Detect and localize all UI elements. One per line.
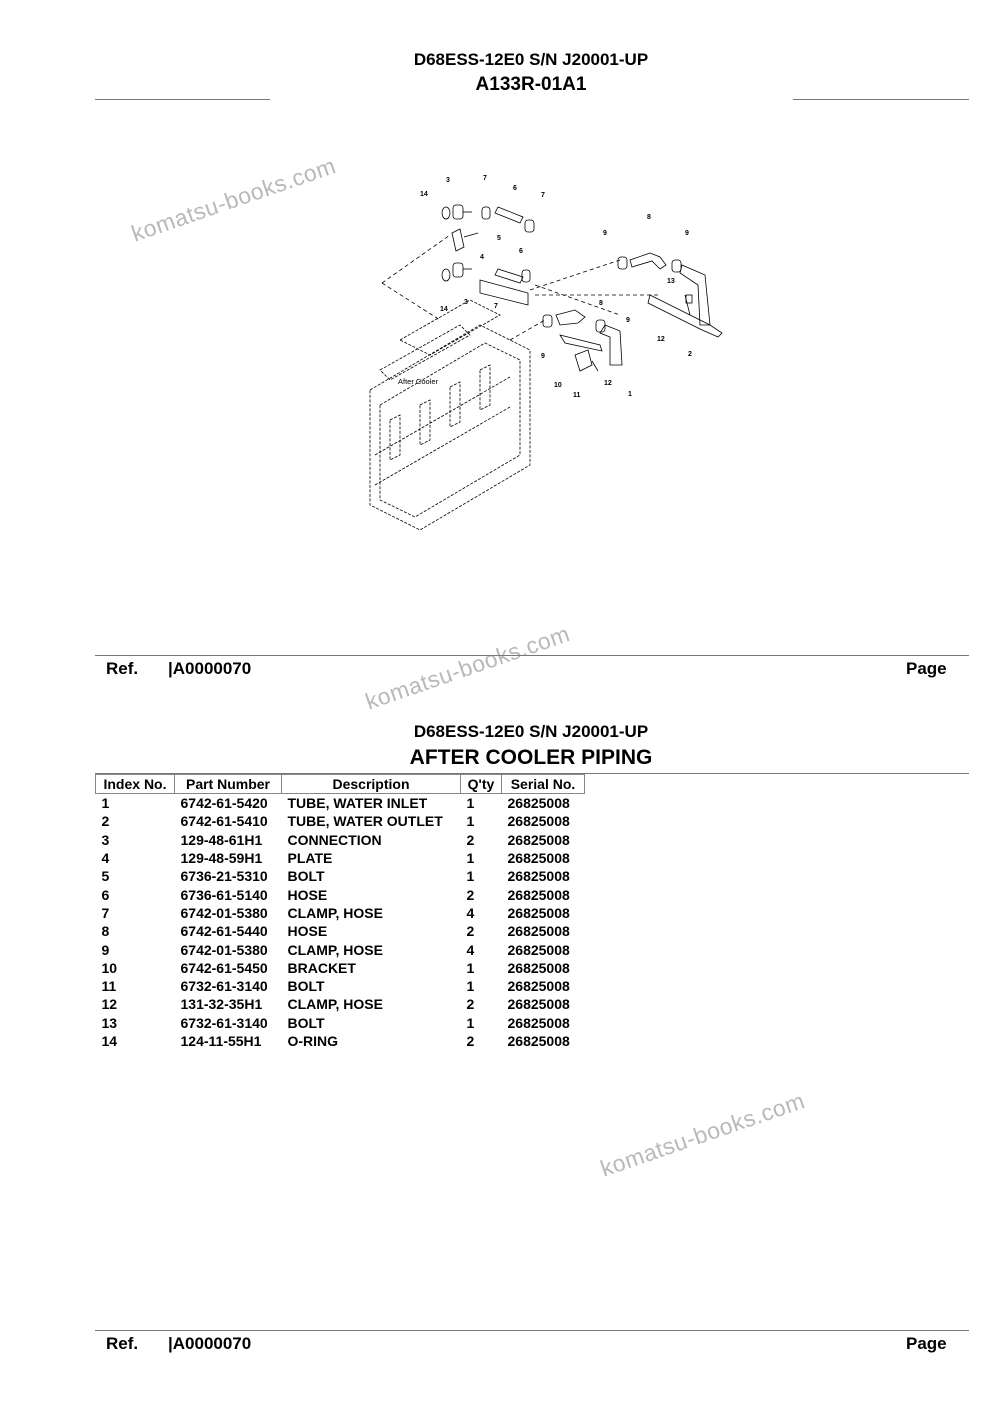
cell-description: HOSE xyxy=(287,886,328,903)
lower-connection xyxy=(442,263,530,305)
cell-part-number: 6742-61-5420 xyxy=(180,795,268,812)
water-outlet-tube xyxy=(648,295,722,337)
callout-8: 8 xyxy=(599,300,603,307)
table-row xyxy=(96,904,585,922)
callout-14: 14 xyxy=(440,306,448,313)
callout-9: 9 xyxy=(541,353,545,360)
cell-qty: 1 xyxy=(466,959,475,976)
cell-part-number: 6736-61-5140 xyxy=(180,886,268,903)
col-index: Index No. xyxy=(96,775,175,794)
cell-qty: 4 xyxy=(466,941,475,958)
ref-label: Ref. xyxy=(106,1334,139,1353)
cell-serial: 26825008 xyxy=(507,923,570,940)
col-description: Description xyxy=(282,775,461,794)
table-row xyxy=(96,885,585,903)
table-row xyxy=(96,922,585,940)
cell-qty: 2 xyxy=(466,886,475,903)
watermark: komatsu-books.com xyxy=(128,152,340,247)
cell-part-number: 129-48-61H1 xyxy=(180,831,263,848)
ref-label: Ref. xyxy=(106,659,139,678)
col-part-number: Part Number xyxy=(175,775,282,794)
parts-rows xyxy=(96,794,585,1051)
cell-part-number: 6742-61-5440 xyxy=(180,923,268,940)
cell-description: BOLT xyxy=(287,868,325,885)
callout-3: 3 xyxy=(464,299,468,306)
cell-serial: 26825008 xyxy=(507,886,570,903)
callout-9: 9 xyxy=(626,317,630,324)
callout-11: 11 xyxy=(573,392,581,399)
footer-rule xyxy=(95,655,969,656)
water-inlet-tube xyxy=(543,310,622,371)
cell-serial: 26825008 xyxy=(507,868,570,885)
plate xyxy=(452,229,478,251)
cell-index: 10 xyxy=(101,959,118,976)
parts-table xyxy=(95,774,585,1050)
cell-description: BOLT xyxy=(287,978,325,995)
upper-hose xyxy=(618,253,710,325)
cell-index: 2 xyxy=(101,813,110,830)
cell-part-number: 6742-01-5380 xyxy=(180,941,268,958)
cell-qty: 4 xyxy=(466,904,475,921)
cell-index: 12 xyxy=(101,996,118,1013)
callout-1: 1 xyxy=(628,391,632,398)
cell-description: O-RING xyxy=(287,1033,339,1049)
table-row xyxy=(96,849,585,867)
callout-6: 6 xyxy=(519,248,523,255)
cell-serial: 26825008 xyxy=(507,959,570,976)
ref-code: |A0000070 xyxy=(168,659,252,678)
callout-14: 14 xyxy=(420,191,428,198)
cell-index: 11 xyxy=(101,978,117,995)
cell-serial: 26825008 xyxy=(507,831,570,848)
cell-description: CLAMP, HOSE xyxy=(287,904,383,921)
watermark: komatsu-books.com xyxy=(362,620,574,715)
callout-12: 12 xyxy=(604,380,612,387)
callout-8: 8 xyxy=(647,214,651,221)
cell-qty: 2 xyxy=(466,1033,475,1049)
callout-4: 4 xyxy=(480,254,484,261)
exploded-parts-diagram xyxy=(360,165,740,565)
cell-qty: 1 xyxy=(466,978,475,995)
engine-block xyxy=(370,300,530,530)
model-heading: D68ESS-12E0 S/N J20001-UP xyxy=(413,50,649,69)
callout-labels xyxy=(398,175,692,399)
cell-description: TUBE, WATER OUTLET xyxy=(287,813,443,830)
cell-serial: 26825008 xyxy=(507,795,570,812)
header-rule xyxy=(793,99,969,100)
cell-part-number: 129-48-59H1 xyxy=(180,850,263,867)
cell-serial: 26825008 xyxy=(507,1033,570,1049)
callout-2: 2 xyxy=(688,351,692,358)
table-row xyxy=(96,831,585,849)
cell-description: HOSE xyxy=(287,923,328,940)
cell-serial: 26825008 xyxy=(507,813,570,830)
cell-qty: 1 xyxy=(466,1014,475,1031)
table-row xyxy=(96,794,585,813)
cell-index: 7 xyxy=(101,904,110,921)
cell-qty: 1 xyxy=(466,850,475,867)
footer-rule xyxy=(95,1330,969,1331)
table-row xyxy=(96,1014,585,1032)
cell-index: 14 xyxy=(101,1033,118,1049)
cell-index: 4 xyxy=(101,850,110,867)
cell-index: 6 xyxy=(101,886,110,903)
cell-index: 8 xyxy=(101,923,110,940)
cell-qty: 1 xyxy=(466,795,475,812)
cell-index: 1 xyxy=(101,795,110,812)
cell-index: 9 xyxy=(101,941,110,958)
watermark: komatsu-books.com xyxy=(597,1087,809,1182)
cell-description: TUBE, WATER INLET xyxy=(287,795,428,812)
cell-part-number: 131-32-35H1 xyxy=(180,996,263,1013)
table-row xyxy=(96,959,585,977)
cell-qty: 2 xyxy=(466,831,475,848)
callout-9: 9 xyxy=(685,230,689,237)
table-row xyxy=(96,867,585,885)
cell-description: CONNECTION xyxy=(287,831,382,848)
table-row xyxy=(96,940,585,958)
cell-index: 13 xyxy=(101,1014,118,1031)
callout-7: 7 xyxy=(541,192,545,199)
callout-3: 3 xyxy=(446,177,450,184)
cell-part-number: 6732-61-3140 xyxy=(180,978,268,995)
table-row xyxy=(96,995,585,1013)
cell-index: 3 xyxy=(101,831,110,848)
cell-description: CLAMP, HOSE xyxy=(287,941,383,958)
cell-part-number: 6742-61-5410 xyxy=(180,813,268,830)
callout-13: 13 xyxy=(667,278,675,285)
header-rule xyxy=(95,99,270,100)
cell-serial: 26825008 xyxy=(507,904,570,921)
engine-label: After Cooler xyxy=(398,377,439,386)
cell-qty: 2 xyxy=(466,923,475,940)
callout-5: 5 xyxy=(497,235,501,242)
table-row xyxy=(96,1032,585,1050)
col-qty: Q'ty xyxy=(461,775,502,794)
ref-code: |A0000070 xyxy=(168,1334,252,1353)
cell-part-number: 6732-61-3140 xyxy=(180,1014,268,1031)
table-row xyxy=(96,977,585,995)
cell-description: CLAMP, HOSE xyxy=(287,996,383,1013)
table-header-row xyxy=(96,775,585,794)
cell-qty: 1 xyxy=(466,813,475,830)
parts-title: AFTER COOLER PIPING xyxy=(409,746,653,769)
cell-part-number: 124-11-55H1 xyxy=(180,1033,262,1049)
cell-description: PLATE xyxy=(287,850,333,867)
cell-description: BOLT xyxy=(287,1014,325,1031)
cell-part-number: 6742-61-5450 xyxy=(180,959,268,976)
cell-qty: 2 xyxy=(466,996,475,1013)
callout-12: 12 xyxy=(657,336,665,343)
col-serial: Serial No. xyxy=(502,775,585,794)
cell-qty: 1 xyxy=(466,868,475,885)
callout-6: 6 xyxy=(513,185,517,192)
parts-model-heading: D68ESS-12E0 S/N J20001-UP xyxy=(413,722,649,741)
table-row xyxy=(96,812,585,830)
callout-10: 10 xyxy=(554,382,562,389)
cell-part-number: 6736-21-5310 xyxy=(180,868,268,885)
figure-code: A133R-01A1 xyxy=(475,74,587,95)
cell-index: 5 xyxy=(101,868,110,885)
callout-7: 7 xyxy=(494,303,498,310)
page-label: Page xyxy=(906,1334,947,1353)
cell-serial: 26825008 xyxy=(507,941,570,958)
cell-serial: 26825008 xyxy=(507,1014,570,1031)
upper-connection xyxy=(442,205,534,232)
cell-serial: 26825008 xyxy=(507,978,570,995)
cell-description: BRACKET xyxy=(287,959,356,976)
cell-serial: 26825008 xyxy=(507,850,570,867)
callout-7: 7 xyxy=(483,175,487,182)
page-label: Page xyxy=(906,659,947,678)
cell-serial: 26825008 xyxy=(507,996,570,1013)
cell-part-number: 6742-01-5380 xyxy=(180,904,268,921)
callout-9: 9 xyxy=(603,230,607,237)
